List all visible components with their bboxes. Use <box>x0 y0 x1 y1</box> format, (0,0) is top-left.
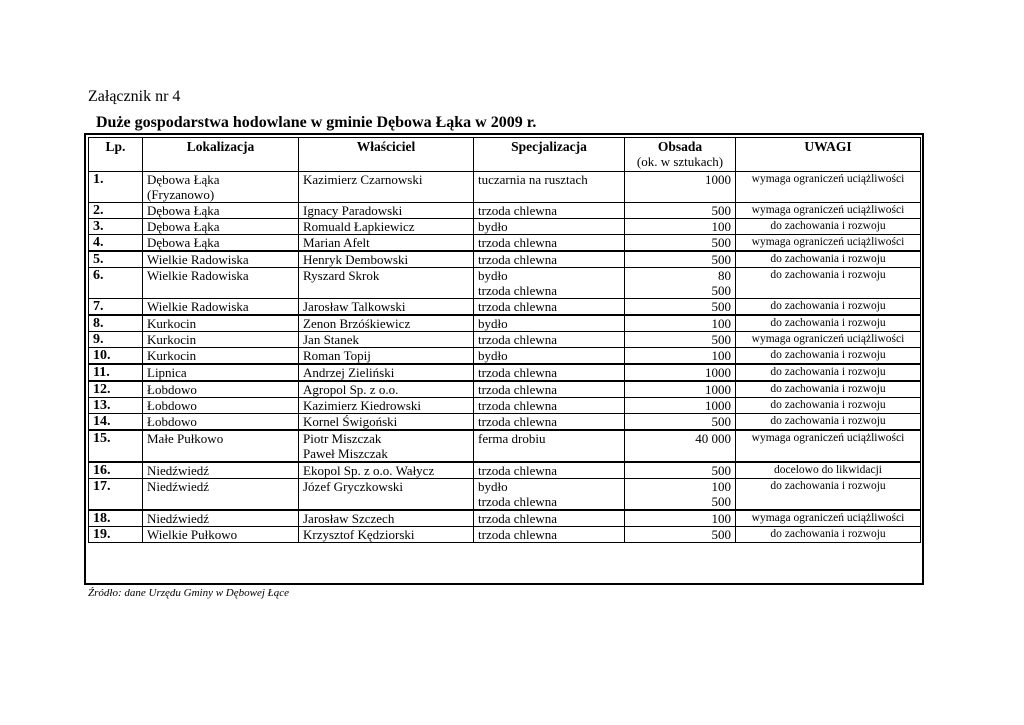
cell-obsada-line: 1000 <box>705 172 731 187</box>
cell-obsada <box>625 364 736 381</box>
cell-lokalizacja <box>143 251 299 268</box>
cell-wlasciciel <box>299 414 474 431</box>
cell-wlasciciel <box>299 172 474 203</box>
cell-obsada-line: 500 <box>711 527 731 542</box>
cell-specjalizacja-line: trzoda chlewna <box>478 414 558 429</box>
cell-specjalizacja-line: bydło <box>478 316 508 331</box>
table-row <box>89 527 921 543</box>
cell-lp: 2. <box>89 203 143 219</box>
cell-obsada <box>625 430 736 462</box>
cell-specjalizacja-line: trzoda chlewna <box>478 527 558 542</box>
header-uwagi: UWAGI <box>736 138 921 172</box>
cell-wlasciciel <box>299 527 474 543</box>
cell-uwagi: wymaga ograniczeń uciążliwości <box>736 332 921 348</box>
cell-lp: 6. <box>89 268 143 299</box>
cell-obsada <box>625 219 736 235</box>
cell-wlasciciel-line: Krzysztof Kędziorski <box>303 527 415 542</box>
cell-specjalizacja <box>474 235 625 252</box>
cell-uwagi: do zachowania i rozwoju <box>736 268 921 299</box>
cell-specjalizacja <box>474 462 625 479</box>
cell-wlasciciel-line: Kornel Świgoński <box>303 414 398 429</box>
cell-obsada <box>625 315 736 332</box>
cell-specjalizacja <box>474 364 625 381</box>
cell-specjalizacja <box>474 348 625 365</box>
cell-uwagi: do zachowania i rozwoju <box>736 348 921 365</box>
cell-lokalizacja-line: Łobdowo <box>147 414 197 429</box>
cell-obsada <box>625 348 736 365</box>
cell-wlasciciel <box>299 315 474 332</box>
cell-wlasciciel-line: Marian Afelt <box>303 235 370 250</box>
cell-wlasciciel <box>299 510 474 527</box>
cell-lokalizacja-line: Dębowa Łąka <box>147 219 220 234</box>
table-row <box>89 268 921 299</box>
cell-lp: 1. <box>89 172 143 203</box>
table-row <box>89 172 921 203</box>
cell-specjalizacja-line: trzoda chlewna <box>478 252 558 267</box>
table-row <box>89 364 921 381</box>
cell-lp: 5. <box>89 251 143 268</box>
cell-lp: 7. <box>89 299 143 316</box>
cell-lokalizacja <box>143 381 299 398</box>
cell-lp: 16. <box>89 462 143 479</box>
cell-obsada-line: 500 <box>711 299 731 314</box>
cell-lokalizacja <box>143 479 299 511</box>
cell-specjalizacja-line: trzoda chlewna <box>478 398 558 413</box>
cell-specjalizacja-line: bydło <box>478 268 508 283</box>
table-body <box>89 172 921 543</box>
cell-uwagi: wymaga ograniczeń uciążliwości <box>736 203 921 219</box>
cell-lokalizacja <box>143 430 299 462</box>
cell-wlasciciel-line: Andrzej Zieliński <box>303 365 395 380</box>
cell-lokalizacja-line: Dębowa Łąka <box>147 235 220 250</box>
cell-wlasciciel <box>299 332 474 348</box>
cell-uwagi: do zachowania i rozwoju <box>736 219 921 235</box>
cell-specjalizacja-line: trzoda chlewna <box>478 494 558 509</box>
cell-wlasciciel-line: Kazimierz Kiedrowski <box>303 398 422 413</box>
cell-specjalizacja <box>474 479 625 511</box>
cell-lokalizacja <box>143 203 299 219</box>
cell-lokalizacja-line: (Fryzanowo) <box>147 187 215 202</box>
cell-lokalizacja <box>143 364 299 381</box>
cell-uwagi: wymaga ograniczeń uciążliwości <box>736 510 921 527</box>
header-obsada <box>625 138 736 172</box>
cell-obsada-line: 500 <box>711 283 731 298</box>
table-row <box>89 414 921 431</box>
cell-specjalizacja <box>474 299 625 316</box>
header-lokalizacja: Lokalizacja <box>143 138 299 172</box>
table-row <box>89 332 921 348</box>
cell-lp: 19. <box>89 527 143 543</box>
cell-obsada <box>625 332 736 348</box>
cell-wlasciciel-line: Józef Gryczkowski <box>303 479 403 494</box>
cell-obsada-line: 500 <box>711 414 731 429</box>
cell-lp: 9. <box>89 332 143 348</box>
cell-wlasciciel <box>299 219 474 235</box>
cell-wlasciciel <box>299 479 474 511</box>
table-row <box>89 203 921 219</box>
cell-wlasciciel-line: Zenon Brzóśkiewicz <box>303 316 411 331</box>
cell-lp: 12. <box>89 381 143 398</box>
table-row <box>89 348 921 365</box>
cell-specjalizacja <box>474 251 625 268</box>
cell-obsada-line: 1000 <box>705 398 731 413</box>
farms-table <box>88 137 921 543</box>
cell-lokalizacja <box>143 315 299 332</box>
cell-wlasciciel-line: Romuald Łapkiewicz <box>303 219 415 234</box>
cell-wlasciciel-line: Ekopol Sp. z o.o. Wałycz <box>303 463 435 478</box>
cell-specjalizacja <box>474 219 625 235</box>
cell-specjalizacja <box>474 332 625 348</box>
cell-lokalizacja-line: Dębowa Łąka <box>147 172 220 187</box>
cell-wlasciciel-line: Piotr Miszczak <box>303 431 382 446</box>
cell-obsada-line: 100 <box>711 348 731 363</box>
cell-obsada <box>625 479 736 511</box>
cell-uwagi: wymaga ograniczeń uciążliwości <box>736 172 921 203</box>
cell-wlasciciel <box>299 235 474 252</box>
table-row <box>89 315 921 332</box>
cell-wlasciciel-line: Agropol Sp. z o.o. <box>303 382 399 397</box>
cell-lokalizacja <box>143 299 299 316</box>
cell-lp: 11. <box>89 364 143 381</box>
cell-specjalizacja-line: trzoda chlewna <box>478 203 558 218</box>
cell-wlasciciel <box>299 430 474 462</box>
cell-uwagi: wymaga ograniczeń uciążliwości <box>736 430 921 462</box>
cell-specjalizacja-line: trzoda chlewna <box>478 511 558 526</box>
cell-obsada <box>625 251 736 268</box>
cell-wlasciciel <box>299 462 474 479</box>
farms-table-frame <box>84 133 924 585</box>
table-row <box>89 430 921 462</box>
cell-specjalizacja-line: bydło <box>478 479 508 494</box>
cell-specjalizacja <box>474 527 625 543</box>
cell-lokalizacja-line: Łobdowo <box>147 382 197 397</box>
table-row <box>89 479 921 511</box>
cell-lp: 8. <box>89 315 143 332</box>
cell-wlasciciel <box>299 268 474 299</box>
cell-obsada-line: 500 <box>711 494 731 509</box>
cell-uwagi: do zachowania i rozwoju <box>736 315 921 332</box>
cell-lokalizacja-line: Kurkocin <box>147 332 197 347</box>
cell-obsada-line: 500 <box>711 463 731 478</box>
table-row <box>89 299 921 316</box>
cell-obsada-line: 100 <box>711 479 731 494</box>
cell-specjalizacja-line: ferma drobiu <box>478 431 546 446</box>
cell-lokalizacja <box>143 510 299 527</box>
cell-lokalizacja-line: Niedźwiedź <box>147 479 210 494</box>
cell-wlasciciel-line: Jarosław Szczech <box>303 511 395 526</box>
cell-wlasciciel-line: Ryszard Skrok <box>303 268 380 283</box>
cell-obsada <box>625 462 736 479</box>
cell-specjalizacja-line: trzoda chlewna <box>478 299 558 314</box>
cell-obsada <box>625 235 736 252</box>
cell-specjalizacja <box>474 381 625 398</box>
cell-specjalizacja-line: trzoda chlewna <box>478 235 558 250</box>
cell-obsada <box>625 381 736 398</box>
cell-uwagi: do zachowania i rozwoju <box>736 381 921 398</box>
table-row <box>89 235 921 252</box>
cell-lokalizacja <box>143 527 299 543</box>
header-obsada-sub: (ok. w sztukach) <box>636 154 724 169</box>
cell-specjalizacja-line: trzoda chlewna <box>478 365 558 380</box>
cell-wlasciciel <box>299 251 474 268</box>
cell-specjalizacja <box>474 172 625 203</box>
cell-lokalizacja <box>143 235 299 252</box>
cell-obsada-line: 1000 <box>705 365 731 380</box>
cell-lokalizacja <box>143 348 299 365</box>
table-row <box>89 462 921 479</box>
cell-uwagi: do zachowania i rozwoju <box>736 299 921 316</box>
cell-wlasciciel-line: Henryk Dembowski <box>303 252 409 267</box>
cell-lokalizacja-line: Wielkie Radowiska <box>147 299 249 314</box>
cell-obsada <box>625 299 736 316</box>
cell-lp: 10. <box>89 348 143 365</box>
source-note: Źródło: dane Urzędu Gminy w Dębowej Łące <box>88 587 290 599</box>
cell-wlasciciel <box>299 364 474 381</box>
cell-wlasciciel-line: Kazimierz Czarnowski <box>303 172 423 187</box>
cell-lp: 18. <box>89 510 143 527</box>
cell-wlasciciel <box>299 381 474 398</box>
cell-specjalizacja <box>474 414 625 431</box>
cell-uwagi: do zachowania i rozwoju <box>736 398 921 414</box>
cell-wlasciciel-line: Roman Topij <box>303 348 371 363</box>
cell-uwagi: do zachowania i rozwoju <box>736 364 921 381</box>
table-row <box>89 510 921 527</box>
cell-lp: 13. <box>89 398 143 414</box>
cell-specjalizacja-line: bydło <box>478 219 508 234</box>
cell-wlasciciel-line: Jarosław Talkowski <box>303 299 406 314</box>
table-row <box>89 251 921 268</box>
cell-obsada <box>625 414 736 431</box>
header-wlasciciel: Właściciel <box>299 138 474 172</box>
cell-lokalizacja <box>143 172 299 203</box>
table-row <box>89 381 921 398</box>
cell-lp: 3. <box>89 219 143 235</box>
cell-lokalizacja-line: Lipnica <box>147 365 187 380</box>
cell-uwagi: do zachowania i rozwoju <box>736 527 921 543</box>
cell-uwagi: do zachowania i rozwoju <box>736 479 921 511</box>
cell-lokalizacja-line: Wielkie Radowiska <box>147 268 249 283</box>
cell-uwagi: docelowo do likwidacji <box>736 462 921 479</box>
cell-uwagi: do zachowania i rozwoju <box>736 414 921 431</box>
cell-lokalizacja <box>143 219 299 235</box>
cell-obsada <box>625 510 736 527</box>
cell-obsada <box>625 398 736 414</box>
cell-wlasciciel <box>299 299 474 316</box>
cell-specjalizacja-line: trzoda chlewna <box>478 382 558 397</box>
cell-uwagi: wymaga ograniczeń uciążliwości <box>736 235 921 252</box>
cell-lokalizacja-line: Dębowa Łąka <box>147 203 220 218</box>
cell-specjalizacja-line: bydło <box>478 348 508 363</box>
cell-lokalizacja <box>143 414 299 431</box>
cell-obsada-line: 100 <box>711 219 731 234</box>
cell-specjalizacja <box>474 510 625 527</box>
cell-lokalizacja-line: Wielkie Radowiska <box>147 252 249 267</box>
cell-lp: 15. <box>89 430 143 462</box>
cell-specjalizacja-line: tuczarnia na rusztach <box>478 172 588 187</box>
cell-wlasciciel <box>299 348 474 365</box>
cell-lokalizacja <box>143 268 299 299</box>
cell-obsada-line: 100 <box>711 316 731 331</box>
cell-obsada-line: 500 <box>711 252 731 267</box>
table-row <box>89 219 921 235</box>
cell-specjalizacja-line: trzoda chlewna <box>478 332 558 347</box>
cell-obsada-line: 80 <box>718 268 731 283</box>
cell-lp: 14. <box>89 414 143 431</box>
header-obsada-label: Obsada <box>657 139 703 154</box>
cell-obsada <box>625 172 736 203</box>
cell-lokalizacja-line: Kurkocin <box>147 316 197 331</box>
cell-obsada-line: 100 <box>711 511 731 526</box>
cell-specjalizacja <box>474 398 625 414</box>
cell-wlasciciel-line: Ignacy Paradowski <box>303 203 403 218</box>
cell-obsada <box>625 203 736 219</box>
cell-specjalizacja-line: trzoda chlewna <box>478 463 558 478</box>
cell-obsada <box>625 527 736 543</box>
cell-obsada-line: 500 <box>711 332 731 347</box>
cell-lokalizacja-line: Wielkie Pułkowo <box>147 527 238 542</box>
table-row <box>89 398 921 414</box>
annex-label: Załącznik nr 4 <box>88 88 181 105</box>
cell-wlasciciel-line: Jan Stanek <box>303 332 359 347</box>
header-specjalizacja: Specjalizacja <box>474 138 625 172</box>
cell-lokalizacja-line: Niedźwiedź <box>147 511 210 526</box>
cell-obsada-line: 500 <box>711 203 731 218</box>
cell-specjalizacja <box>474 315 625 332</box>
table-header-row <box>89 138 921 172</box>
cell-lokalizacja-line: Łobdowo <box>147 398 197 413</box>
cell-lp: 17. <box>89 479 143 511</box>
cell-wlasciciel <box>299 398 474 414</box>
cell-wlasciciel-line: Paweł Miszczak <box>303 446 388 461</box>
cell-lp: 4. <box>89 235 143 252</box>
cell-specjalizacja <box>474 268 625 299</box>
cell-uwagi: do zachowania i rozwoju <box>736 251 921 268</box>
cell-wlasciciel <box>299 203 474 219</box>
cell-obsada <box>625 268 736 299</box>
cell-specjalizacja <box>474 430 625 462</box>
document-title: Duże gospodarstwa hodowlane w gminie Dębowa Łąka w 2009 r. <box>96 114 537 131</box>
cell-specjalizacja <box>474 203 625 219</box>
cell-lokalizacja-line: Niedźwiedź <box>147 463 210 478</box>
cell-lokalizacja-line: Małe Pułkowo <box>147 431 224 446</box>
cell-lokalizacja <box>143 462 299 479</box>
cell-lokalizacja <box>143 332 299 348</box>
cell-lokalizacja <box>143 398 299 414</box>
cell-lokalizacja-line: Kurkocin <box>147 348 197 363</box>
cell-obsada-line: 1000 <box>705 382 731 397</box>
cell-obsada-line: 500 <box>711 235 731 250</box>
cell-specjalizacja-line: trzoda chlewna <box>478 283 558 298</box>
cell-obsada-line: 40 000 <box>695 431 731 446</box>
header-lp: Lp. <box>89 138 143 172</box>
